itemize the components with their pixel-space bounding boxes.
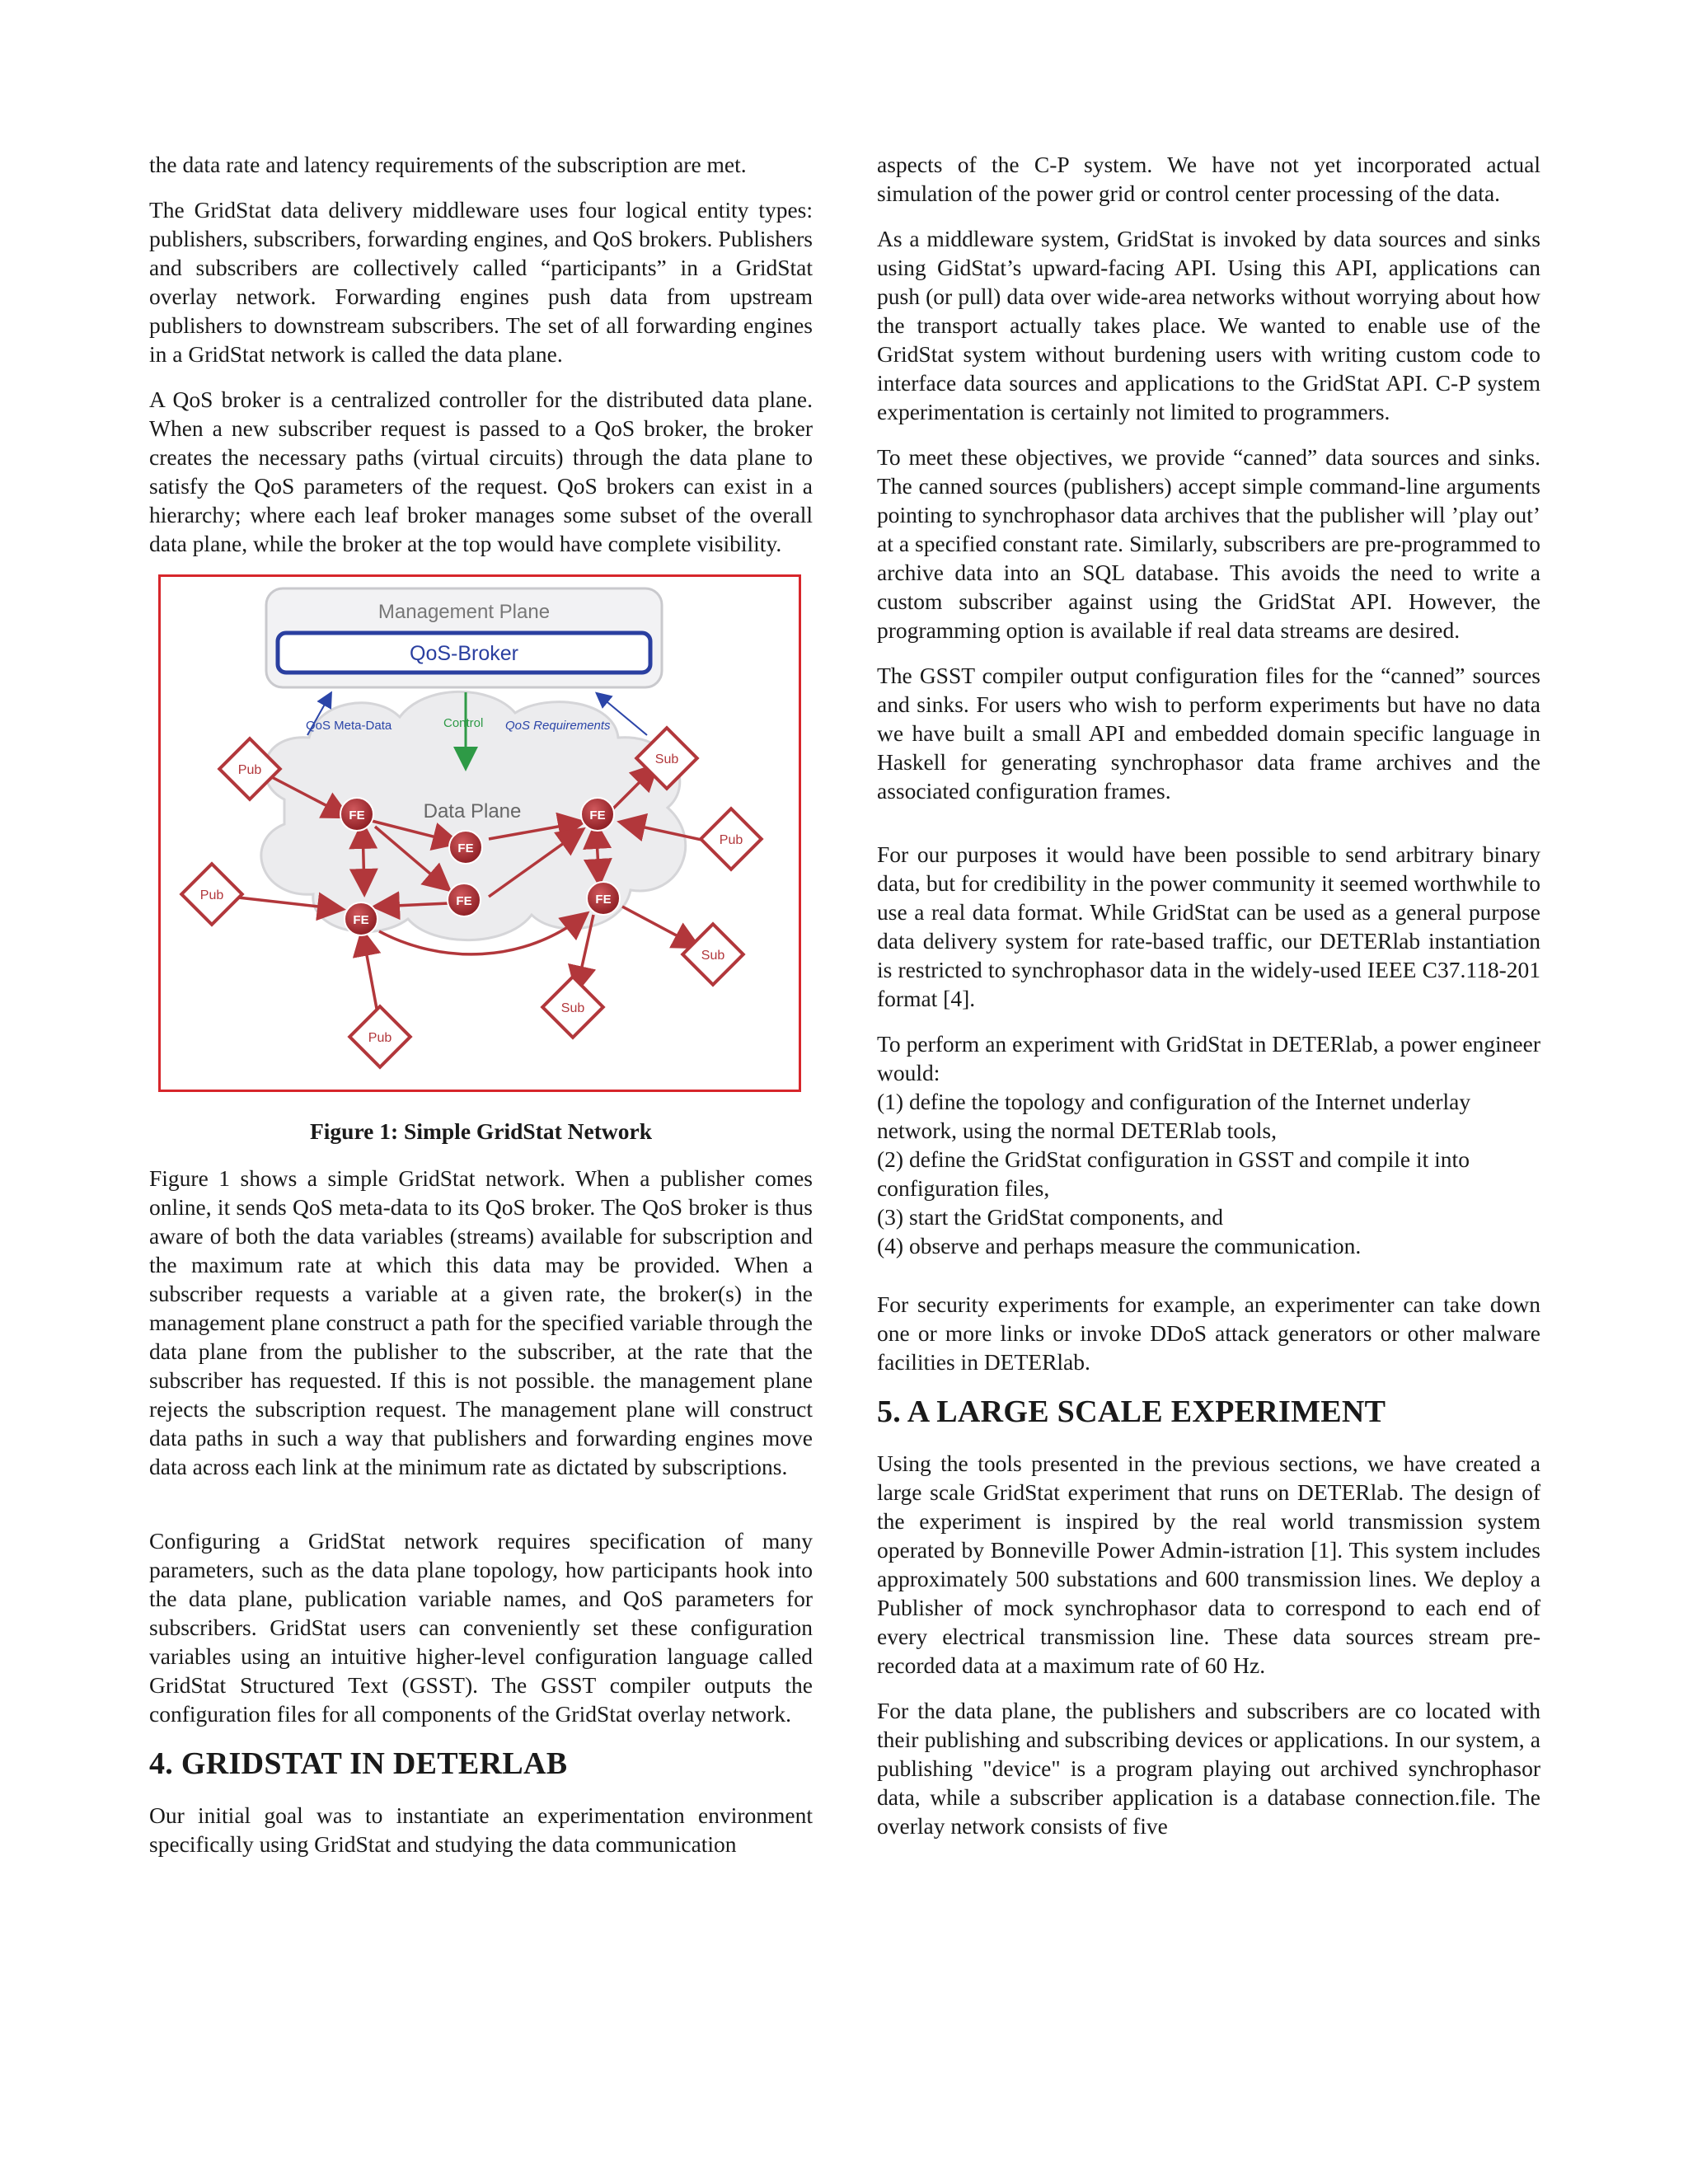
paragraph: aspects of the C-P system. We have not yet incorporated actual simulation of the power grid or control center processing of the data.: [877, 152, 1540, 206]
gridstat-network-diagram: [161, 577, 799, 1090]
list-item: (1) define the topology and configuration of the Internet underlay network, using the normal DETERlab tools,: [877, 1089, 1471, 1143]
figure-caption: Figure 1: Simple GridStat Network: [309, 1118, 652, 1144]
pub-node: [181, 864, 242, 925]
paragraph: As a middleware system, GridStat is invoked by data sources and sinks using GidStat’s upward-facing API. Using this API, applications can push (or pull) data over wide-area networks without worrying about how the transport actually takes place. We wanted to enable use of the GridStat system without burdening users with writing custom code to interface data sources and applications to the GridStat API. C-P system experimentation is certainly not limited to programmers.: [877, 226, 1540, 424]
svg-text:Pub: Pub: [368, 1031, 392, 1045]
management-plane-label: Management Plane: [377, 601, 551, 623]
paragraph: To perform an experiment with GridStat in DETERlab, a power engineer would:: [877, 1031, 1540, 1085]
fe-node: [587, 882, 620, 915]
paragraph: The GSST compiler output configuration files for the “canned” sources and sinks. For users who wish to perform experiments but have no data we have built a small API and embedded domain specific language in Haskell for generating synchrophasor data frame archives and the associated configuration frames.: [877, 663, 1540, 804]
paragraph: Figure 1 shows a simple GridStat network. When a publisher comes online, it sends QoS meta-data to its QoS broker. The QoS broker is thus aware of both the data variables (streams) available for subscription and the maximum rate at which this data may be provided. When a subscriber requests a variable at a given rate, the broker(s) in the management plane construct a path for the specified variable through the data plane from the publisher to the subscriber, at the rate that the subscriber has requested. If this is not possible. the management plane rejects the subscription request. The management plane will construct data paths in such a way that publishers and forwarding engines move data across each link at the minimum rate as dictated by subscriptions.: [149, 1165, 813, 1479]
svg-text:Pub: Pub: [719, 833, 743, 847]
right-column: [877, 150, 1540, 1857]
section-heading: 5. A LARGE SCALE EXPERIMENT: [877, 1394, 1386, 1429]
fe-node: [340, 798, 373, 831]
fe-node: [345, 902, 377, 935]
paragraph: Using the tools presented in the previous sections, we have created a large scale GridStat experiment that runs on DETERlab. The design of the experiment is inspired by the real world transmission system operated by Bonneville Power Admin-istration [1]. This system includes approximately 500 substations and 600 transmission lines. We deploy a Publisher of mock synchrophasor data to correspond to each end of every electrical transmission line. These data sources stream pre-recorded data at a maximum rate of 60 Hz.: [877, 1451, 1540, 1678]
fe-node: [581, 798, 614, 831]
svg-text:Sub: Sub: [654, 752, 679, 766]
paragraph: Configuring a GridStat network requires specification of many parameters, such as the data plane topology, how participants hook into the data plane, publication variable names, and QoS parameters for subscribers. GridStat users can conveniently set these configuration variables using an intuitive higher-level configuration language called GridStat Structured Text (GSST). The GSST compiler outputs the configuration files for all components of the GridStat overlay network.: [149, 1528, 813, 1727]
svg-text:Sub: Sub: [701, 949, 725, 963]
control-label: Control: [443, 716, 484, 730]
pub-node: [701, 808, 762, 869]
list-item: (4) observe and perhaps measure the communication.: [877, 1233, 1362, 1258]
fe-node: [449, 831, 482, 864]
qos-requirements-label: QoS Requirements: [505, 719, 611, 733]
svg-text:FE: FE: [589, 808, 606, 823]
fe-node: [448, 883, 481, 916]
paragraph: For security experiments for example, an experimenter can take down one or more links or invoke DDoS attack generators or other malware facilities in DETERlab.: [877, 1291, 1540, 1375]
qos-broker-label: QoS-Broker: [410, 642, 518, 665]
svg-text:FE: FE: [457, 841, 474, 855]
data-plane-label: Data Plane: [423, 800, 522, 823]
svg-text:FE: FE: [456, 894, 472, 908]
left-column: [149, 150, 813, 1875]
svg-text:Sub: Sub: [560, 1001, 585, 1015]
svg-text:Pub: Pub: [199, 888, 224, 902]
section-heading: 4. GRIDSTAT IN DETERLAB: [149, 1746, 568, 1781]
list-item: (2) define the GridStat configuration in GSST and compile it into configuration files,: [877, 1146, 1470, 1201]
paragraph: For our purposes it would have been possible to send arbitrary binary data, but for credibility in the power community it seemed worthwhile to use a real data format. While GridStat can be used as a general purpose data delivery system for rate-based traffic, our DETERlab instantiation is restricted to synchrophasor data in the widely-used IEEE C37.118-201 format [4].: [877, 841, 1540, 1011]
experiment-steps-list: [877, 1087, 1540, 1260]
figure-1: [158, 574, 801, 1092]
sub-node: [682, 924, 743, 985]
qos-meta-data-label: QoS Meta-Data: [306, 719, 392, 733]
paragraph: The GridStat data delivery middleware uses four logical entity types: publishers, subscribers, forwarding engines, and QoS brokers. Publishers and subscribers are collectively called “participants” in a GridStat overlay network. Forwarding engines push data from upstream publishers to downstream subscribers. The set of all forwarding engines in a GridStat network is called the data plane.: [149, 197, 813, 367]
svg-text:FE: FE: [349, 808, 365, 823]
paragraph: the data rate and latency requirements of the subscription are met.: [149, 152, 747, 177]
pub-node: [349, 1006, 410, 1067]
svg-text:Pub: Pub: [237, 763, 262, 777]
list-item: (3) start the GridStat components, and: [877, 1204, 1224, 1230]
svg-text:FE: FE: [353, 913, 369, 927]
paragraph: Our initial goal was to instantiate an experimentation environment specifically using GridStat and studying the data communication: [149, 1802, 813, 1857]
paragraph: A QoS broker is a centralized controller for the distributed data plane. When a new subscriber request is passed to a QoS broker, the broker creates the necessary paths (virtual circuits) through the data plane to satisfy the QoS parameters of the request. QoS brokers can exist in a hierarchy; where each leaf broker manages some subset of the overall data plane, while the broker at the top would have complete visibility.: [149, 387, 813, 556]
svg-text:FE: FE: [595, 893, 612, 907]
paragraph: For the data plane, the publishers and subscribers are co located with their publishing and subscribing devices or applications. In our system, a publishing "device" is a program playing out archived synchrophasor data, while a subscriber application is a database connection.file. The overlay network consists of five: [877, 1698, 1540, 1839]
paragraph: To meet these objectives, we provide “canned” data sources and sinks. The canned sources (publishers) accept simple command-line arguments pointing to synchrophasor data archives that the publisher will ’play out’ at a specified constant rate. Similarly, subscribers are pre-programmed to archive data into an SQL database. This avoids the need to write a custom subscriber against using the GridStat API. However, the programming option is available if real data streams are desired.: [877, 444, 1540, 643]
sub-node: [542, 977, 603, 1038]
